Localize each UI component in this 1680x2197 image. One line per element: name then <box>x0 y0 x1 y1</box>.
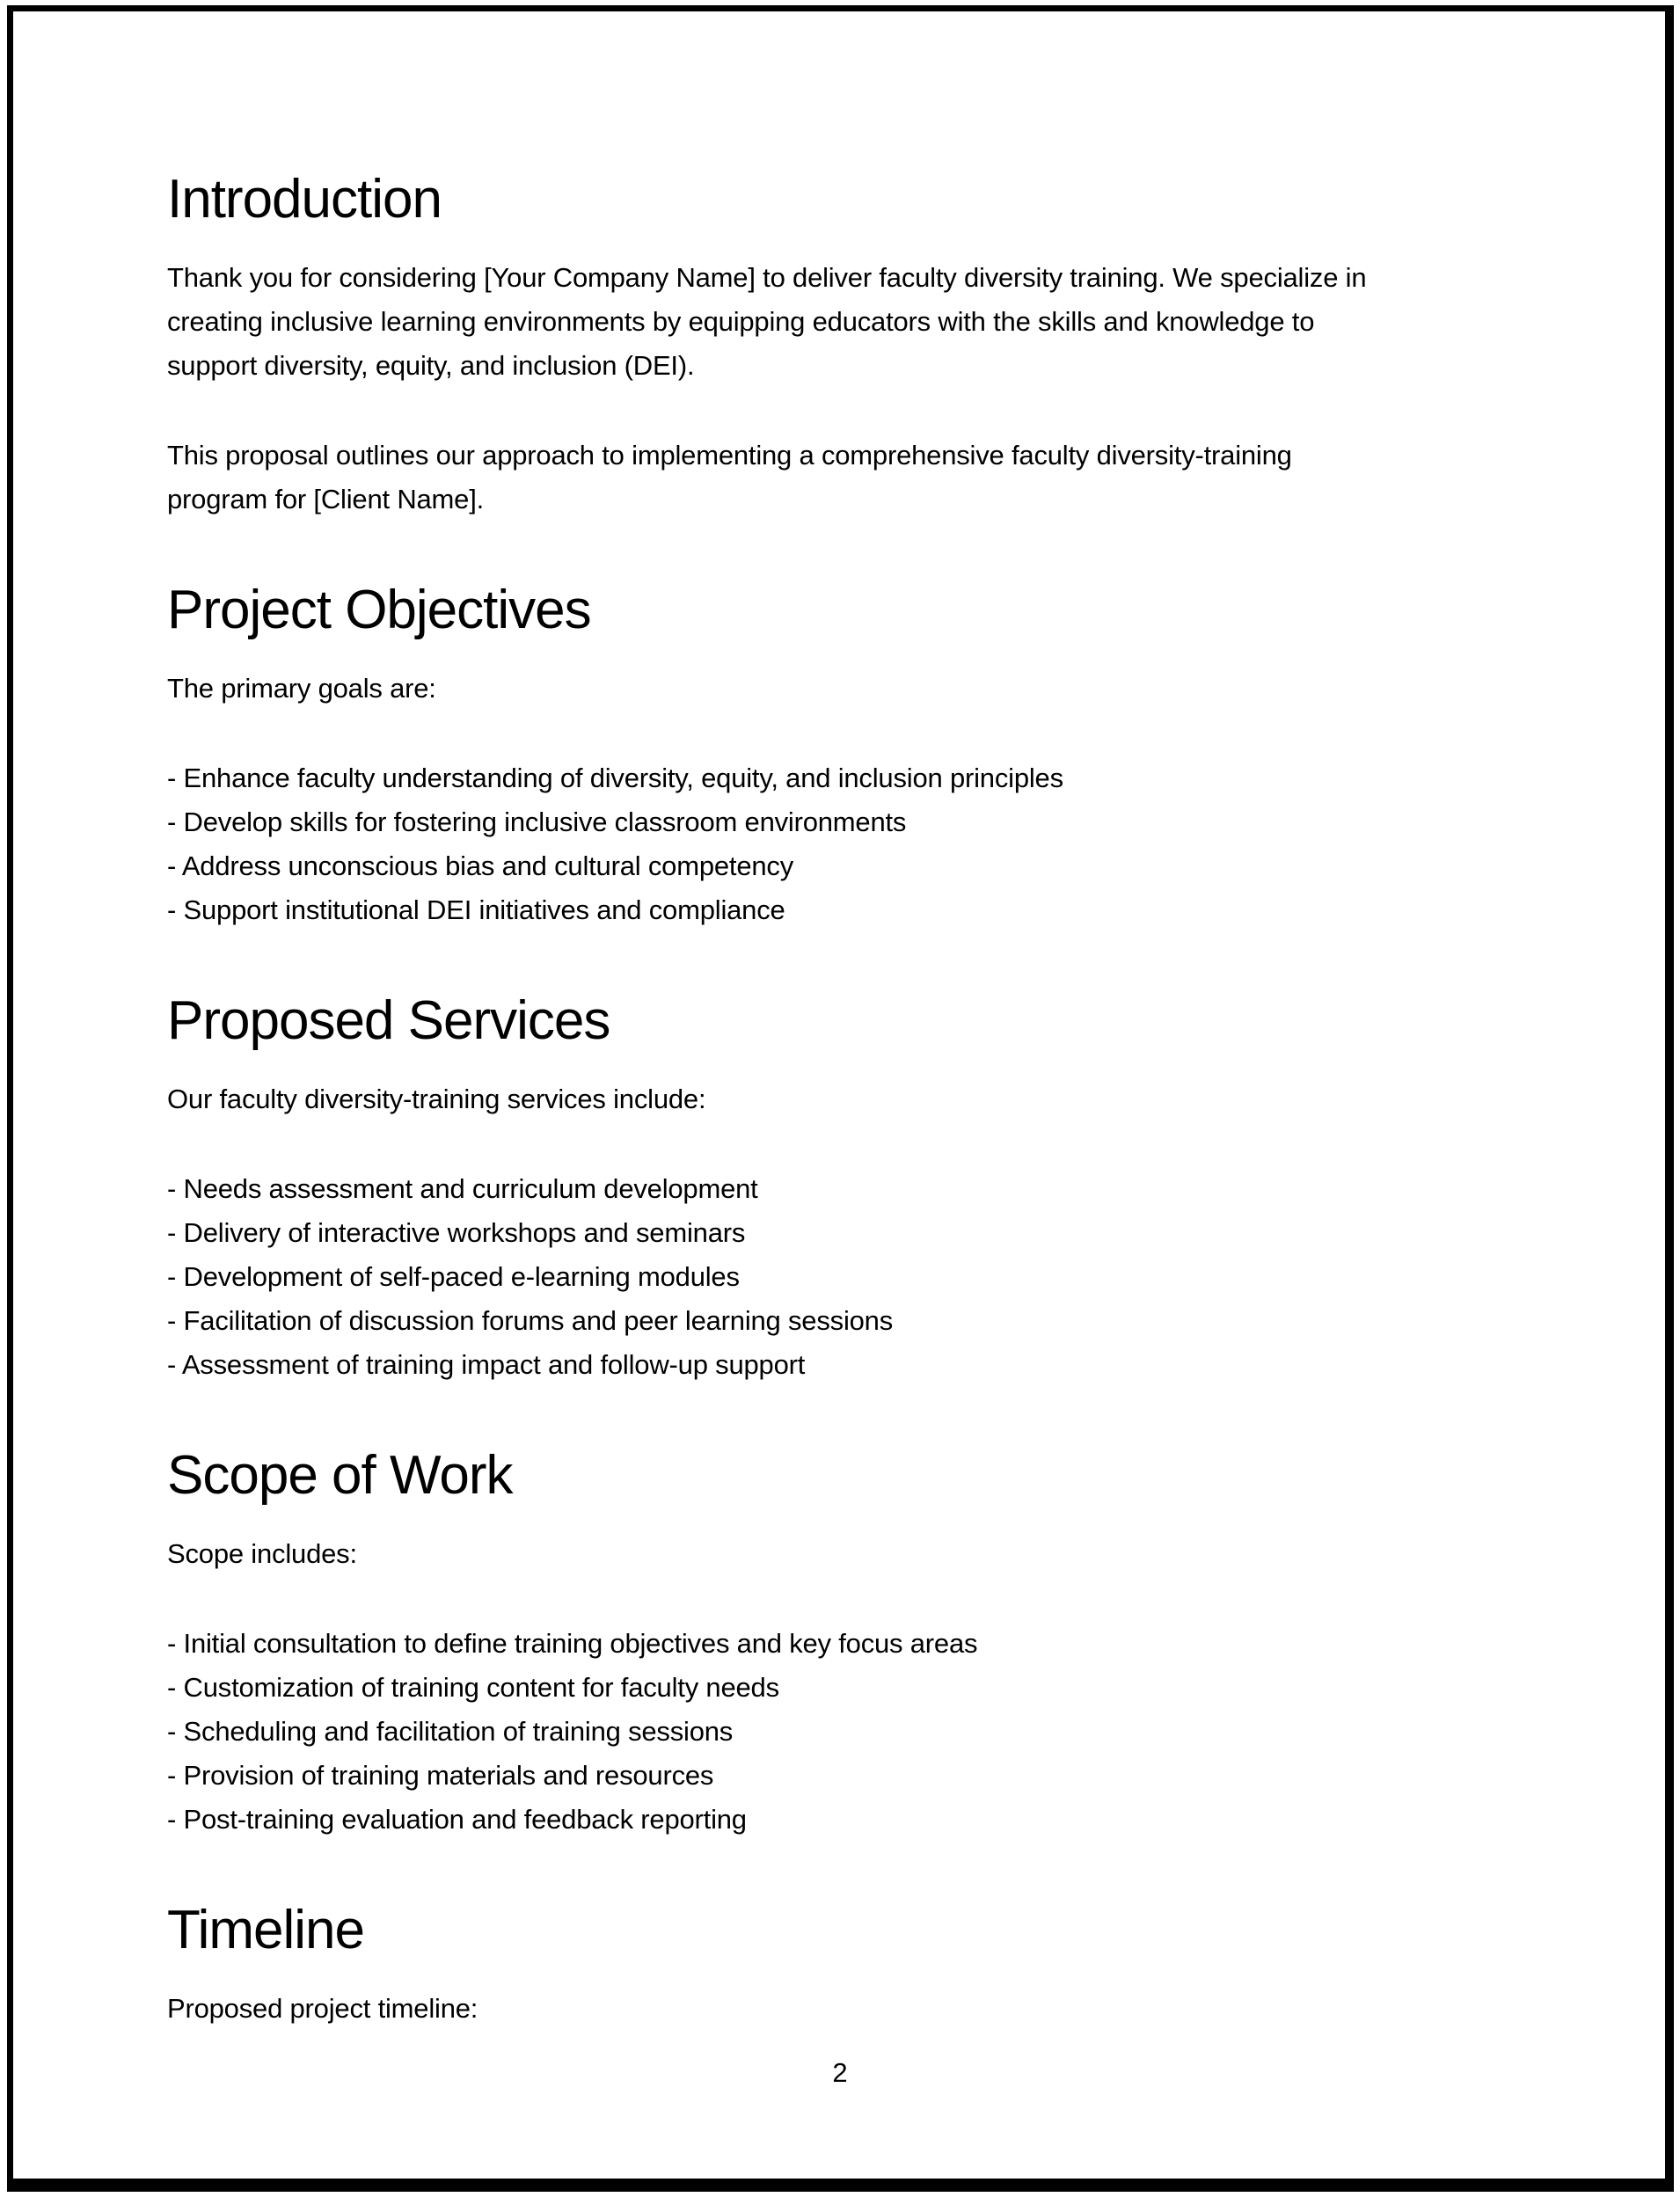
section-heading-scope-of-work: Scope of Work <box>167 1445 513 1506</box>
section-heading-timeline: Timeline <box>167 1900 364 1960</box>
paragraph <box>167 434 1478 522</box>
paragraph <box>167 1077 1478 1121</box>
paragraph <box>167 256 1478 388</box>
list-item: - Enhance faculty understanding of diversity, equity, and inclusion principles <box>167 763 1063 793</box>
paragraph <box>167 1987 1478 2031</box>
list-item: - Post-training evaluation and feedback reporting <box>167 1804 747 1835</box>
text-line: program for [Client Name]. <box>167 484 485 515</box>
list-item: - Customization of training content for faculty needs <box>167 1672 779 1703</box>
list-item: - Initial consultation to define training objectives and key focus areas <box>167 1628 978 1659</box>
list <box>167 756 1478 932</box>
list-item: - Delivery of interactive workshops and seminars <box>167 1217 746 1248</box>
text-line: Our faculty diversity-training services include: <box>167 1084 706 1114</box>
text-line: Proposed project timeline: <box>167 1993 478 2024</box>
list-item: - Develop skills for fostering inclusive classroom environments <box>167 807 907 837</box>
paragraph <box>167 667 1478 711</box>
text-line: The primary goals are: <box>167 673 436 704</box>
text-line: Scope includes: <box>167 1538 357 1569</box>
list <box>167 1167 1478 1387</box>
list-item: - Assessment of training impact and follow-up support <box>167 1349 806 1380</box>
text-line: creating inclusive learning environments by equipping educators with the skills and knowledge to <box>167 306 1315 337</box>
section-heading-project-objectives: Project Objectives <box>167 580 591 640</box>
list <box>167 1622 1478 1842</box>
list-item: - Address unconscious bias and cultural competency <box>167 850 794 881</box>
section-heading-proposed-services: Proposed Services <box>167 990 610 1051</box>
list-item: - Provision of training materials and resources <box>167 1760 714 1791</box>
paragraph <box>167 1532 1478 1576</box>
text-line: support diversity, equity, and inclusion (DEI). <box>167 350 695 381</box>
list-item: - Scheduling and facilitation of training sessions <box>167 1716 734 1747</box>
list-item: - Facilitation of discussion forums and peer learning sessions <box>167 1305 894 1336</box>
list-item: - Support institutional DEI initiatives and compliance <box>167 894 785 925</box>
text-line: This proposal outlines our approach to implementing a comprehensive faculty diversity-training <box>167 440 1292 471</box>
list-item: - Development of self-paced e-learning modules <box>167 1261 740 1292</box>
list-item: - Needs assessment and curriculum development <box>167 1173 758 1204</box>
section-heading-introduction: Introduction <box>167 169 442 230</box>
text-line: Thank you for considering [Your Company Name] to deliver faculty diversity training. We specialize in <box>167 262 1367 293</box>
page-number: 2 <box>832 2057 848 2088</box>
